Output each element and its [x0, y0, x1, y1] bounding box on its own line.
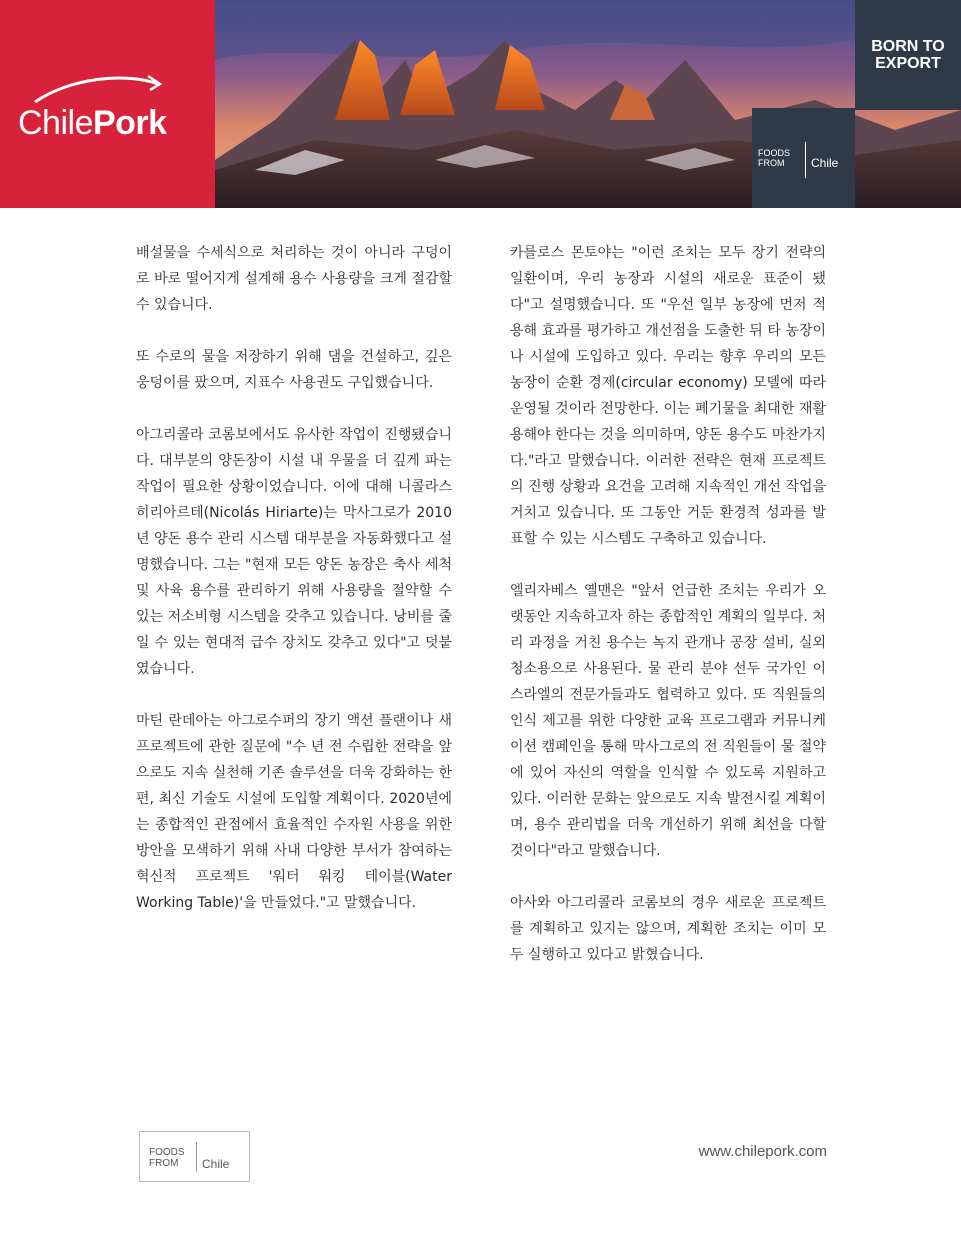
paragraph: 마틴 란데아는 아그로수퍼의 장기 액션 플랜이나 새 프로젝트에 관한 질문에 "수 년 전 수립한 전략을 앞으로도 지속 실천해 기존 솔루션을 더욱 강화하는 한편, 최신 기술도 시설에 도입할 계획이다. 2020년에는 종합적인 관점에서 효율적인 수자원 사용을 위한 방안을 모색하기 위해 사내 다양한 부서가 참여하는 혁신적 프로젝트 '워터 워킹 테이블(Water Working Table)'을 만들었다."고 말했습니다.	[136, 713, 452, 911]
foods-from-chile-badge	[752, 108, 855, 208]
divider	[196, 1142, 197, 1172]
chilepork-logo	[18, 104, 167, 143]
foods-from-text: FOODS FROM	[758, 148, 791, 168]
logo-chile-text: Chile	[18, 104, 93, 142]
chile-text: Chile	[811, 156, 839, 170]
paragraph: 아사와 아그리콜라 코롬보의 경우 새로운 프로젝트를 계획하고 있지는 않으며, 계획한 조치는 이미 모두 실행하고 있다고 밝혔습니다.	[510, 895, 826, 963]
chilepork-logo-panel	[0, 0, 215, 208]
logo-pork-text: Pork	[92, 104, 167, 142]
header-banner	[0, 0, 961, 208]
born-to-export-text: BORN TO EXPORT	[871, 38, 945, 72]
right-column	[510, 240, 826, 994]
divider	[805, 142, 806, 178]
paragraph: 배설물을 수세식으로 처리하는 것이 아니라 구덩이로 바로 떨어지게 설계해 용수 사용량을 크게 절감할 수 있습니다.	[136, 245, 452, 313]
born-to-export-badge	[855, 0, 961, 110]
left-column	[136, 240, 452, 942]
footer-foods-from-text: FOODS FROM	[149, 1147, 185, 1169]
paragraph: 또 수로의 물을 저장하기 위해 댐을 건설하고, 깊은 웅덩이를 팠으며, 지표수 사용권도 구입했습니다.	[136, 349, 452, 391]
paragraph: 아그리콜라 코롬보에서도 유사한 작업이 진행됐습니다. 대부분의 양돈장이 시설 내 우물을 더 깊게 파는 작업이 필요한 상황이었습니다. 이에 대해 니콜라스 히리아르테(Nicolás Hiriarte)는 막사그로가 2010년 양돈 용수 관리 시스템 대부분을 자동화했다고 설명했습니다. 그는 "현재 모든 양돈 농장은 축사 세척 및 사육 용수를 관리하기 위해 사용량을 절약할 수 있는 저소비형 시스템을 갖추고 있습니다. 낭비를 줄일 수 있는 현대적 급수 장치도 갖추고 있다"고 덧붙였습니다.	[136, 427, 452, 677]
paragraph: 엘리자베스 옐맨은 "앞서 언급한 조치는 우리가 오랫동안 지속하고자 하는 종합적인 계획의 일부다. 처리 과정을 거친 용수는 녹지 관개나 공장 설비, 실외 청소용으로 사용된다. 물 관리 분야 선두 국가인 이스라엘의 전문가들과도 협력하고 있다. 또 직원들의 인식 제고를 위한 다양한 교육 프로그램과 커뮤니케이션 캠페인을 통해 막사그로의 전 직원들이 물 절약에 있어 자신의 역할을 인식할 수 있도록 지원하고 있다. 이러한 문화는 앞으로도 지속 발전시킬 계획이며, 용수 관리법을 더욱 개선하기 위해 최선을 다할 것이다"라고 말했습니다.	[510, 583, 826, 859]
footer-foods-from-chile-logo	[139, 1131, 250, 1182]
paragraph: 카를로스 몬토야는 "이런 조치는 모두 장기 전략의 일환이며, 우리 농장과 시설의 새로운 표준이 됐다"고 설명했습니다. 또 "우선 일부 농장에 먼저 적용해 효과를 평가하고 개선점을 도출한 뒤 타 농장이나 시설에 도입하고 있다. 우리는 향후 우리의 모든 농장이 순환 경제(circular economy) 모델에 따라 운영될 것이라 전망한다. 이는 폐기물을 최대한 재활용해야 한다는 것을 의미하며, 양돈 용수도 마찬가지다."라고 말했습니다. 이러한 전략은 현재 프로젝트의 진행 상황과 요건을 고려해 지속적인 개선 작업을 거치고 있습니다. 또 그동안 거둔 환경적 성과를 발표할 수 있는 시스템도 구축하고 있습니다.	[510, 245, 826, 547]
footer-chile-text: Chile	[202, 1157, 230, 1171]
website-link[interactable]: www.chilepork.com	[698, 1143, 827, 1160]
